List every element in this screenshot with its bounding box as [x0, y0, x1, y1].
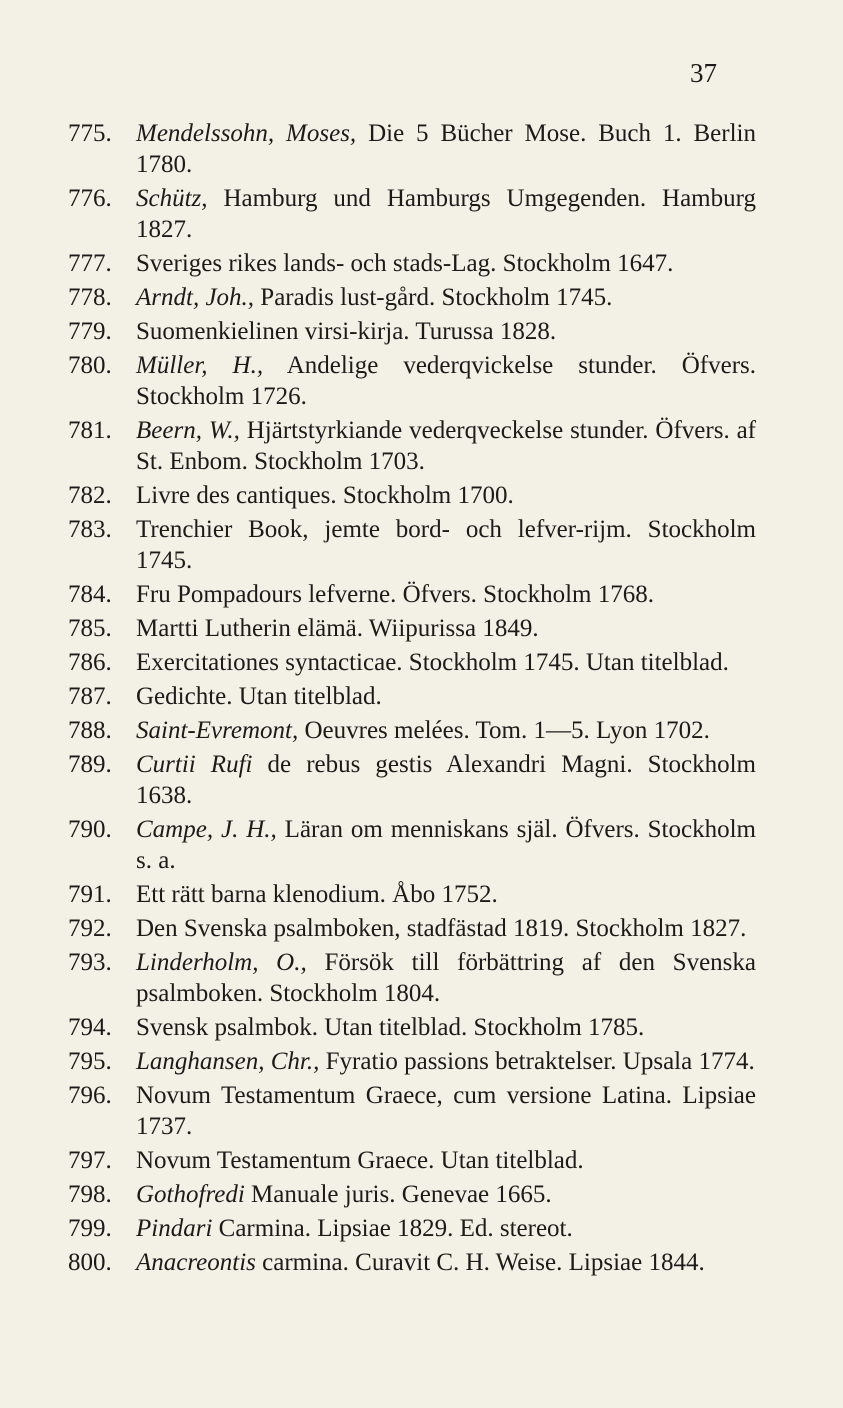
catalog-entry: [68, 118, 756, 180]
catalog-entry: [68, 913, 756, 944]
entry-number: 796.: [68, 1082, 112, 1109]
catalog-entry: [68, 350, 756, 412]
entry-description: Novum Testamentum Graece, cum versione Latina. Lipsiae 1737.: [136, 1082, 756, 1140]
entry-author: Curtii Rufi: [136, 751, 253, 778]
entry-number: 784.: [68, 581, 112, 608]
entry-description: Gedichte. Utan titelblad.: [136, 683, 382, 710]
entry-description: Sveriges rikes lands- och stads-Lag. Stockholm 1647.: [136, 250, 674, 277]
entry-text: [136, 1012, 756, 1043]
entry-text: [136, 316, 756, 347]
entry-list: [68, 118, 756, 1281]
entry-description: Manuale juris. Genevae 1665.: [251, 1181, 552, 1208]
entry-description: Svensk psalmbok. Utan titelblad. Stockholm 1785.: [136, 1014, 645, 1041]
entry-text: [136, 613, 756, 644]
catalog-entry: [68, 183, 756, 245]
entry-description: carmina. Curavit C. H. Weise. Lipsiae 1844.: [262, 1249, 705, 1276]
entry-text: [136, 1247, 756, 1278]
entry-description: Die 5 Bücher Mose. Buch 1. Berlin 1780.: [136, 120, 756, 178]
catalog-entry: [68, 248, 756, 279]
entry-number: 785.: [68, 615, 112, 642]
entry-text: [136, 1080, 756, 1142]
entry-number: 794.: [68, 1014, 112, 1041]
catalog-entry: [68, 1247, 756, 1278]
entry-text: [136, 118, 756, 180]
entry-number: 792.: [68, 915, 112, 942]
entry-text: [136, 681, 756, 712]
entry-text: [136, 350, 756, 412]
entry-text: [136, 282, 756, 313]
catalog-entry: [68, 947, 756, 1009]
entry-author: Campe, J. H.,: [136, 816, 277, 843]
entry-description: Andelige vederqvickelse stunder. Öfvers. Stockholm 1726.: [136, 352, 757, 410]
entry-number: 795.: [68, 1048, 112, 1075]
entry-number: 788.: [68, 717, 112, 744]
entry-text: [136, 879, 756, 910]
catalog-entry: [68, 514, 756, 576]
entry-author: Beern, W.,: [136, 417, 240, 444]
entry-description: Carmina. Lipsiae 1829. Ed. stereot.: [218, 1215, 573, 1242]
entry-description: Trenchier Book, jemte bord- och lefver-rijm. Stockholm 1745.: [136, 516, 756, 574]
entry-number: 797.: [68, 1147, 112, 1174]
entry-description: Novum Testamentum Graece. Utan titelblad.: [136, 1147, 584, 1174]
entry-number: 780.: [68, 352, 112, 379]
entry-number: 782.: [68, 482, 112, 509]
entry-number: 776.: [68, 185, 112, 212]
entry-text: [136, 579, 756, 610]
entry-text: [136, 514, 756, 576]
catalog-entry: [68, 1080, 756, 1142]
entry-number: 775.: [68, 120, 112, 147]
entry-author: Linderholm, O.,: [136, 949, 307, 976]
entry-author: Schütz,: [136, 185, 208, 212]
entry-description: Paradis lust-gård. Stockholm 1745.: [260, 284, 613, 311]
entry-text: [136, 1213, 756, 1244]
entry-description: Hjärtstyrkiande vederqveckelse stunder. Öfvers. af St. Enbom. Stockholm 1703.: [136, 417, 756, 475]
entry-number: 787.: [68, 683, 112, 710]
catalog-entry: [68, 1145, 756, 1176]
entry-description: de rebus gestis Alexandri Magni. Stockholm 1638.: [136, 751, 757, 809]
entry-author: Gothofredi: [136, 1181, 245, 1208]
entry-number: 793.: [68, 949, 112, 976]
entry-number: 798.: [68, 1181, 112, 1208]
entry-description: Suomenkielinen virsi-kirja. Turussa 1828.: [136, 318, 557, 345]
catalog-entry: [68, 715, 756, 746]
entry-number: 783.: [68, 516, 112, 543]
entry-number: 791.: [68, 881, 112, 908]
entry-text: [136, 715, 756, 746]
entry-number: 779.: [68, 318, 112, 345]
entry-number: 790.: [68, 816, 112, 843]
catalog-entry: [68, 579, 756, 610]
catalog-entry: [68, 1179, 756, 1210]
catalog-entry: [68, 749, 756, 811]
entry-text: [136, 415, 756, 477]
entry-text: [136, 814, 756, 876]
catalog-entry: [68, 681, 756, 712]
entry-text: [136, 1046, 756, 1077]
catalog-entry: [68, 316, 756, 347]
page-number: 37: [690, 58, 717, 88]
entry-number: 786.: [68, 649, 112, 676]
entry-number: 781.: [68, 417, 112, 444]
entry-text: [136, 947, 756, 1009]
catalog-entry: [68, 1012, 756, 1043]
entry-description: Oeuvres melées. Tom. 1—5. Lyon 1702.: [304, 717, 710, 744]
catalog-entry: [68, 613, 756, 644]
catalog-entry: [68, 814, 756, 876]
entry-number: 778.: [68, 284, 112, 311]
entry-description: Livre des cantiques. Stockholm 1700.: [136, 482, 514, 509]
entry-description: Försök till förbättring af den Svenska psalmboken. Stockholm 1804.: [136, 949, 757, 1007]
entry-author: Arndt, Joh.,: [136, 284, 255, 311]
catalog-entry: [68, 415, 756, 477]
entry-author: Pindari: [136, 1215, 213, 1242]
entry-text: [136, 248, 756, 279]
entry-description: Fru Pompadours lefverne. Öfvers. Stockholm 1768.: [136, 581, 654, 608]
entry-text: [136, 647, 756, 678]
entry-description: Exercitationes syntacticae. Stockholm 1745. Utan titelblad.: [136, 649, 729, 676]
entry-number: 800.: [68, 1249, 112, 1276]
entry-author: Langhansen, Chr.,: [136, 1048, 320, 1075]
entry-text: [136, 1179, 756, 1210]
entry-text: [136, 480, 756, 511]
entry-description: Martti Lutherin elämä. Wiipurissa 1849.: [136, 615, 539, 642]
entry-description: Ett rätt barna klenodium. Åbo 1752.: [136, 881, 498, 908]
catalog-entry: [68, 282, 756, 313]
catalog-entry: [68, 1046, 756, 1077]
catalog-entry: [68, 647, 756, 678]
entry-author: Anacreontis: [136, 1249, 256, 1276]
entry-text: [136, 749, 756, 811]
catalog-entry: [68, 1213, 756, 1244]
entry-text: [136, 1145, 756, 1176]
entry-description: Läran om menniskans själ. Öfvers. Stockholm s. a.: [136, 816, 756, 874]
entry-number: 789.: [68, 751, 112, 778]
entry-text: [136, 183, 756, 245]
catalog-entry: [68, 480, 756, 511]
entry-description: Hamburg und Hamburgs Umgegenden. Hamburg 1827.: [136, 185, 757, 243]
entry-description: Fyratio passions betraktelser. Upsala 1774.: [325, 1048, 755, 1075]
catalog-entry: [68, 879, 756, 910]
entry-author: Mendelssohn, Moses,: [136, 120, 357, 147]
entry-author: Saint-Evremont,: [136, 717, 299, 744]
entry-number: 777.: [68, 250, 112, 277]
entry-number: 799.: [68, 1215, 112, 1242]
entry-description: Den Svenska psalmboken, stadfästad 1819. Stockholm 1827.: [136, 915, 747, 942]
entry-text: [136, 913, 756, 944]
entry-author: Müller, H.,: [136, 352, 264, 379]
